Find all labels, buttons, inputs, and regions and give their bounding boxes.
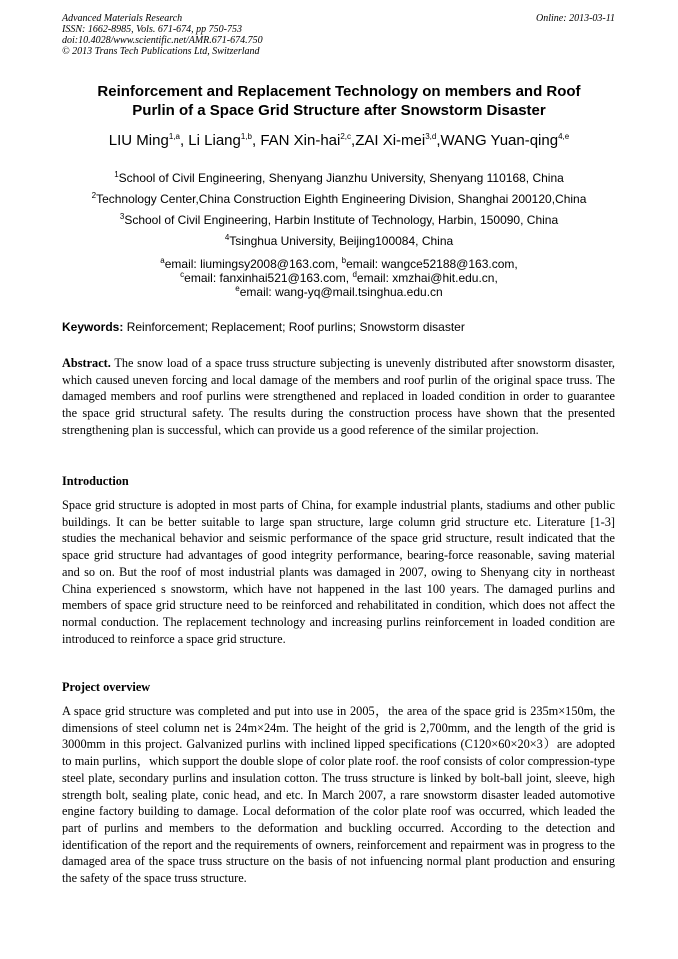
affiliation-text: School of Civil Engineering, Harbin Institute of Technology, Harbin, 150090, China	[124, 213, 559, 227]
affiliation-3	[40, 213, 638, 228]
author-separator: ,	[251, 132, 261, 149]
author-separator: ,	[436, 132, 441, 149]
journal-name: Advanced Materials Research	[62, 13, 183, 24]
title-line-1: Reinforcement and Replacement Technology on members and Roof	[97, 83, 581, 100]
email-d: email: xmzhai@hit.edu.cn,	[356, 271, 498, 285]
title-line-2: Purlin of a Space Grid Structure after Snowstorm Disaster	[132, 102, 546, 119]
author-separator: ,	[179, 132, 189, 149]
email-a: email: liumingsy2008@163.com,	[164, 257, 342, 271]
affiliation-text: Technology Center,China Construction Eighth Engineering Division, Shanghai 200120,China	[96, 192, 587, 206]
affiliation-marker: 2	[91, 191, 97, 200]
affiliation-text: School of Civil Engineering, Shenyang Jianzhu University, Shenyang 110168, China	[118, 171, 564, 185]
affiliation-marker: 3	[119, 212, 125, 221]
affiliation-1	[40, 171, 638, 186]
journal-header	[62, 13, 615, 57]
author-name: Li Liang	[188, 132, 241, 149]
author-marker: 3,d	[425, 132, 437, 141]
author-list	[40, 131, 638, 151]
keywords	[62, 320, 615, 335]
affiliation-2	[40, 192, 638, 207]
abstract-label: Abstract.	[62, 356, 111, 370]
affiliation-marker: 1	[114, 170, 119, 179]
email-block: $^a$email: liumingsy2008@163.com, $^b$email: wangce52188@163.com, $^c$email: fanxinhai521@163.com, $^d$email: xmzhai@hit.edu.cn, $^e$email: wang-yq@mail.tsinghua.edu.cn	[160, 256, 518, 299]
email-c: email: fanxinhai521@163.com,	[184, 271, 353, 285]
author-name: FAN Xin-hai	[260, 132, 341, 149]
email-e: email: wang-yq@mail.tsinghua.edu.cn	[239, 285, 443, 299]
email-b: email: wangce52188@163.com,	[346, 257, 518, 271]
author-marker: 1,a	[168, 132, 180, 141]
author-separator: ,	[351, 132, 356, 149]
affiliation-4	[40, 234, 638, 249]
keywords-text: Reinforcement; Replacement; Roof purlins; Snowstorm disaster	[123, 320, 465, 334]
author-name: LIU Ming	[108, 132, 169, 149]
author-name: WANG Yuan-qing	[440, 132, 559, 149]
author-name: ZAI Xi-mei	[355, 132, 426, 149]
introduction-heading: Introduction	[62, 474, 129, 488]
doi-line: doi:10.4028/www.scientific.net/AMR.671-674.750	[62, 35, 263, 46]
project-overview-text: A space grid structure was completed and put into use in 2005，the area of the space grid is 235m×150m, the dimensions of steel column net is 24m×24m. The height of the grid is 2,700mm, and the length of the grid is 3000mm in this project. Galvanized purlins with inclined lipped specifications (C120×60×20×3）are adopted to main purlins，which support the double slope of color plate roof. the roof consists of color compression-type steel plate, secondary purlins and insulation cotton. The truss structure is linked by bolt-ball joint, sleeve, high strength bolt, sealing plate, conic head, and etc. In March 2007, a rare snowstorm disaster leaded automotive engine factory building to damage. Local deformation of the color plate roof was occurred, which leaded the part of purlins and members to the deformation and buckling occurred. According to the detection and identification of the report and the requirements of owners, reinforcement and repairment was in progress to the damaged area of the space truss structure on the basis of not infuencing normal plant production and ensuring the safety of the space truss structure.	[62, 704, 615, 886]
project-overview-heading: Project overview	[62, 680, 151, 694]
author-marker: 4,e	[558, 132, 570, 141]
issn-line: ISSN: 1662-8985, Vols. 671-674, pp 750-753	[62, 24, 242, 35]
copyright-line: © 2013 Trans Tech Publications Ltd, Switzerland	[62, 46, 260, 57]
affiliation-marker: 4	[224, 233, 230, 242]
abstract-text: The snow load of a space truss structure subjecting is unevenly distributed after snowstorm disaster, which caused uneven forcing and local damage of the members and roof purlin of the original space truss. The damaged members and roof purlins were strengthened and replaced in loaded condition in order to guarantee the space grid structural safety. The results during the construction process have shown that the presented strengthening plan is successful, which can provide us a good reference of the similar projection.	[62, 356, 615, 437]
online-date: Online: 2013-03-11	[536, 13, 615, 24]
paper-title	[40, 82, 638, 120]
affiliation-text: Tsinghua University, Beijing100084, China	[229, 234, 454, 248]
author-marker: 2,c	[340, 132, 352, 141]
keywords-label: Keywords:	[62, 320, 124, 334]
introduction-text: Space grid structure is adopted in most parts of China, for example industrial plants, stadiums and other public buildings. It can be better suitable to large span structure, large column grid structure etc. Literature [1-3] studies the mechanical behavior and seismic performance of the space grid structure, result indicated that the space grid structure had advantages of good integrity performance, bearing-force reasonable, saving material and so on. But the roof of most industrial plants was damaged in 2007, owing to Shenyang city in northeast China experienced s snowstorm, which have not happened in the last 100 years. The damaged purlins and members of space grid structure need to be reinforced and rehabilitated in condition, which does not affect the normal conduction. The replacement technology and increasing purlins reinforcement in loaded condition are introduced to reinforce a space grid structure.	[62, 498, 615, 646]
abstract	[62, 355, 615, 439]
author-marker: 1,b	[240, 132, 252, 141]
